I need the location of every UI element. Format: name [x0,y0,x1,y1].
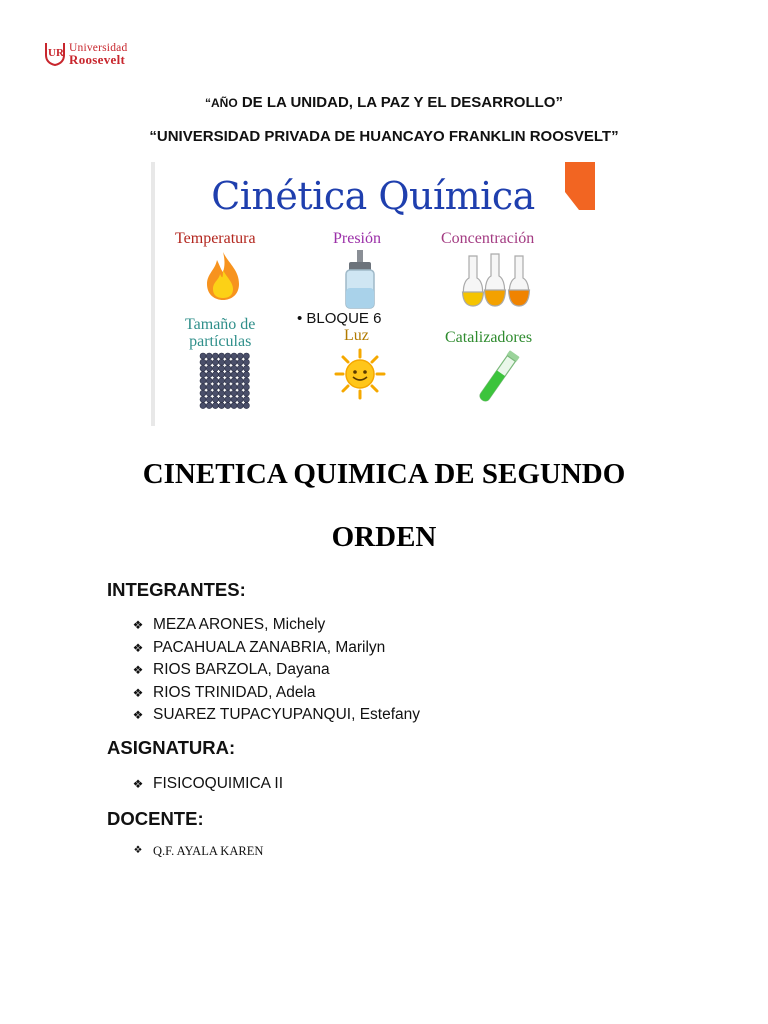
list-item [131,659,420,682]
document-title-line2: ORDEN [331,521,437,553]
pressure-cylinder-icon [343,250,377,310]
particles-icon [199,352,251,410]
logo-line1: Universidad [69,42,128,54]
sun-icon [334,348,386,400]
docente-heading: DOCENTE: [107,808,204,829]
cover-title: Cinética Química [211,174,535,218]
year-motto [0,94,768,111]
asignatura-list [131,773,283,796]
member-name: PACAHUALA ZANABRIA, Marilyn [153,638,386,656]
label-concentracion: Concentración [441,230,535,247]
diamond-bullet-icon: ❖ [132,640,144,655]
diamond-bullet-icon: ❖ [132,708,144,723]
asignatura-heading: ASIGNATURA: [107,737,236,758]
label-temperatura: Temperatura [175,230,256,247]
teacher-name: Q.F. AYALA KAREN [153,844,264,858]
label-presion: Presión [333,230,381,247]
label-tamano-line1: Tamaño de [185,316,256,333]
diamond-bullet-icon: ❖ [132,685,144,700]
member-name: SUAREZ TUPACYUPANQUI, Estefany [153,706,421,724]
test-tube-icon [471,348,523,410]
flame-icon [203,250,243,302]
list-item [131,637,420,660]
cover-image [151,162,595,426]
member-name: RIOS BARZOLA, Dayana [153,661,330,679]
list-item [131,704,420,727]
diamond-bullet-icon: ❖ [132,777,144,791]
list-item [131,614,420,637]
svg-text:UR: UR [48,47,64,59]
member-name: MEZA ARONES, Michely [153,616,326,633]
year-motto-rest: DE LA UNIDAD, LA PAZ Y EL DESARROLLO” [237,94,563,111]
label-tamano-line2: partículas [189,333,252,350]
ur-shield-icon [44,41,66,67]
list-item [131,773,283,796]
diamond-bullet-icon: ❖ [132,618,144,632]
university-logo [44,40,127,68]
flasks-icon [461,252,537,312]
document-title-line1: CINETICA QUIMICA DE SEGUNDO [142,458,626,490]
docente-list [131,840,263,863]
university-name: “UNIVERSIDAD PRIVADA DE HUANCAYO FRANKLIN ROOSVELT” [149,128,619,145]
list-item [131,840,263,863]
integrantes-list [131,614,420,727]
bloque-label: • BLOQUE 6 [297,310,382,327]
year-motto-prefix: “AÑO [205,96,238,110]
subject-name: FISICOQUIMICA II [153,775,284,792]
label-luz: Luz [344,327,369,344]
logo-line2: Roosevelt [69,52,126,67]
label-tamano [185,316,255,350]
list-item [131,682,420,705]
member-name: RIOS TRINIDAD, Adela [153,683,316,701]
integrantes-heading: INTEGRANTES: [107,579,246,600]
diamond-bullet-icon: ❖ [133,845,143,856]
label-catalizadores: Catalizadores [445,329,533,346]
diamond-bullet-icon: ❖ [132,663,144,678]
